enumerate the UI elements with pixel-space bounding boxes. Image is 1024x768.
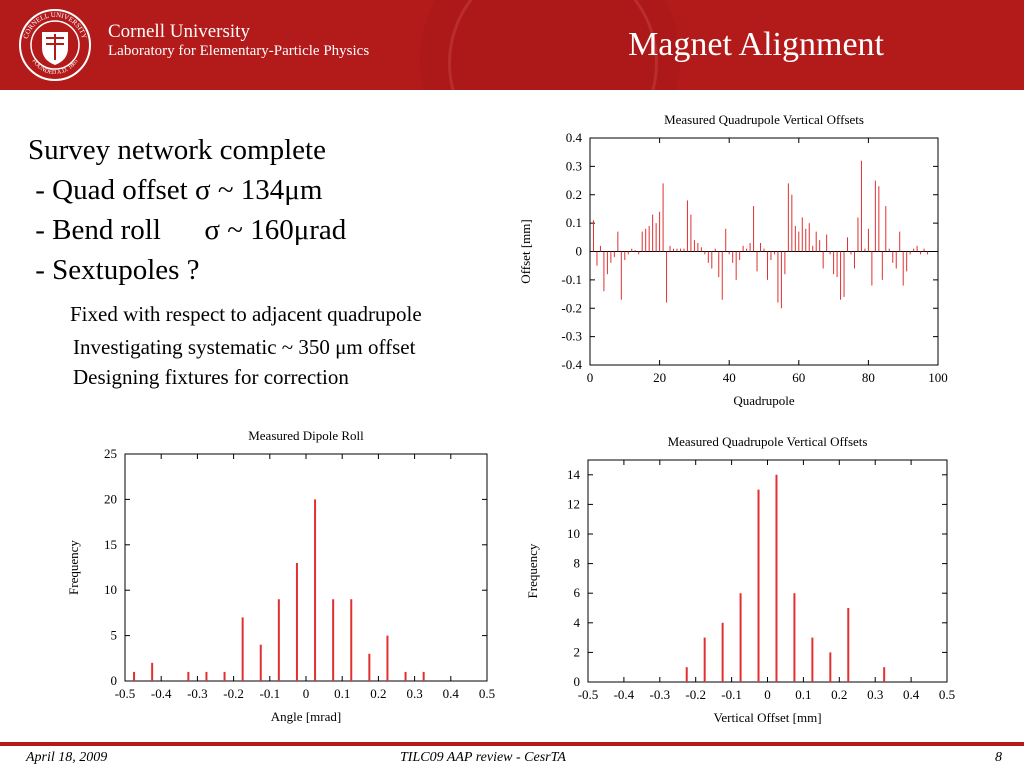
x-tick-label: 0.5 bbox=[938, 687, 956, 702]
university-name: Cornell University bbox=[108, 21, 250, 42]
x-tick-label: 0 bbox=[764, 687, 771, 702]
x-tick-label: -0.4 bbox=[613, 687, 635, 702]
x-tick-label: 0.4 bbox=[442, 686, 459, 701]
x-tick-label: -0.5 bbox=[114, 686, 136, 701]
y-axis-label: Frequency bbox=[66, 540, 81, 595]
x-tick-label: 0.1 bbox=[795, 687, 812, 702]
x-tick-label: 0.4 bbox=[902, 687, 920, 702]
x-tick-label: -0.4 bbox=[150, 686, 172, 701]
y-tick-label: 0.4 bbox=[565, 130, 582, 145]
footer-page-number: 8 bbox=[995, 750, 1002, 765]
chart-quad-offsets bbox=[510, 100, 970, 420]
y-tick-label: 0 bbox=[573, 674, 580, 689]
y-tick-label: 0.2 bbox=[565, 186, 582, 202]
x-tick-label: 0.1 bbox=[334, 686, 351, 701]
plot-frame bbox=[588, 460, 947, 682]
plot-frame bbox=[125, 454, 487, 681]
x-axis-label: Angle [mrad] bbox=[270, 709, 342, 724]
y-tick-label: 0.3 bbox=[565, 158, 582, 174]
y-tick-label: 20 bbox=[104, 491, 117, 507]
header-bar bbox=[0, 0, 1024, 90]
x-tick-label: -0.3 bbox=[187, 686, 208, 701]
sub-item-2: Investigating systematic ~ 350 μm offset bbox=[73, 335, 416, 359]
y-tick-label: -0.2 bbox=[561, 300, 582, 316]
x-tick-label: 100 bbox=[928, 370, 948, 385]
bullet-2: - Quad offset σ ~ 134μm bbox=[28, 174, 323, 206]
y-tick-label: 5 bbox=[110, 627, 117, 643]
cornell-seal-logo bbox=[18, 8, 92, 82]
x-axis-label: Quadrupole bbox=[733, 393, 795, 408]
y-tick-label: -0.3 bbox=[561, 328, 582, 344]
x-tick-label: 0 bbox=[586, 370, 594, 385]
x-tick-label: 0.5 bbox=[478, 686, 496, 701]
x-tick-label: 80 bbox=[861, 370, 875, 385]
chart-title: Measured Dipole Roll bbox=[248, 428, 364, 443]
bullet-list bbox=[28, 130, 346, 290]
chart-dipole-roll bbox=[50, 420, 510, 735]
x-tick-label: 0.3 bbox=[867, 687, 884, 702]
x-tick-label: -0.2 bbox=[685, 687, 706, 702]
y-axis-label: Frequency bbox=[525, 543, 540, 599]
sub-item-3: Designing fixtures for correction bbox=[73, 365, 349, 389]
y-tick-label: 15 bbox=[104, 536, 117, 552]
y-tick-label: 14 bbox=[567, 466, 580, 482]
slide-title: Magnet Alignment bbox=[628, 26, 884, 63]
y-tick-label: -0.4 bbox=[561, 357, 582, 372]
footer-divider bbox=[0, 742, 1024, 746]
bullet-1: Survey network complete bbox=[28, 134, 326, 166]
x-axis-label: Vertical Offset [mm] bbox=[713, 710, 822, 725]
x-tick-label: -0.2 bbox=[223, 686, 244, 701]
x-tick-label: 20 bbox=[653, 370, 667, 385]
y-tick-label: 4 bbox=[573, 614, 580, 630]
y-tick-label: 2 bbox=[573, 644, 580, 660]
chart-title: Measured Quadrupole Vertical Offsets bbox=[664, 112, 864, 127]
y-tick-label: 10 bbox=[104, 582, 117, 598]
y-tick-label: 10 bbox=[567, 526, 580, 541]
x-tick-label: -0.1 bbox=[721, 687, 742, 702]
bullet-3: - Bend roll σ ~ 160μrad bbox=[28, 214, 347, 246]
x-tick-label: 0.3 bbox=[406, 686, 423, 701]
y-tick-label: 0.1 bbox=[565, 215, 582, 231]
bullet-4: - Sextupoles ? bbox=[28, 254, 200, 286]
x-tick-label: 40 bbox=[722, 370, 736, 385]
x-tick-label: 0 bbox=[302, 686, 310, 701]
y-tick-label: 6 bbox=[573, 585, 580, 601]
chart-title: Measured Quadrupole Vertical Offsets bbox=[667, 434, 868, 449]
x-tick-label: -0.1 bbox=[259, 686, 281, 701]
x-tick-label: 0.2 bbox=[831, 687, 848, 702]
seal-watermark-ring bbox=[448, 0, 658, 90]
footer-event: TILC09 AAP review - CesrTA bbox=[400, 750, 566, 765]
y-tick-label: 25 bbox=[104, 446, 117, 461]
seal-text-bottom: FOUNDED A.D. 1865 bbox=[30, 58, 80, 77]
footer-date: April 18, 2009 bbox=[26, 750, 108, 765]
x-tick-label: 0.2 bbox=[370, 686, 387, 701]
seal-text-top: CORNELL UNIVERSITY bbox=[21, 10, 89, 40]
lab-name: Laboratory for Elementary-Particle Physics bbox=[108, 43, 370, 59]
y-tick-label: 8 bbox=[573, 555, 580, 571]
y-tick-label: 12 bbox=[567, 496, 580, 512]
x-tick-label: -0.3 bbox=[649, 687, 671, 702]
sub-item-1: Fixed with respect to adjacent quadrupole bbox=[70, 302, 422, 326]
y-axis-label: Offset [mm] bbox=[518, 219, 533, 284]
x-tick-label: -0.5 bbox=[577, 687, 599, 702]
y-tick-label: 0 bbox=[575, 243, 582, 259]
x-tick-label: 60 bbox=[792, 370, 806, 385]
chart-quad-offset-histogram bbox=[515, 420, 970, 735]
y-tick-label: 0 bbox=[110, 673, 117, 688]
y-tick-label: -0.1 bbox=[561, 271, 582, 287]
